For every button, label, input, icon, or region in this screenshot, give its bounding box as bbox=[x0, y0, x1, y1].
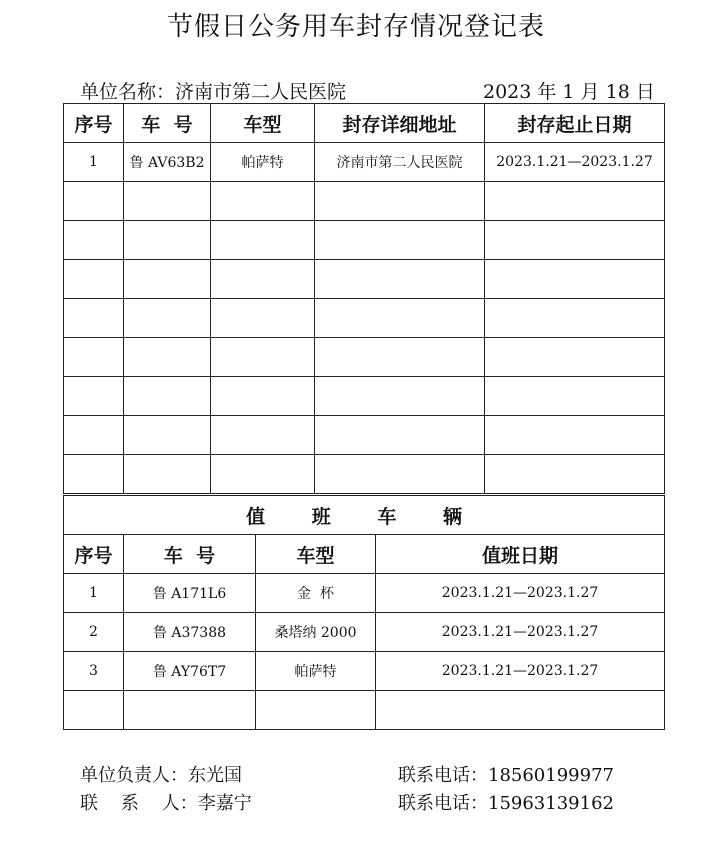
header-plate: 车 号 bbox=[124, 535, 256, 574]
header-duty-date: 值班日期 bbox=[376, 535, 665, 574]
cell-index bbox=[64, 182, 124, 221]
contact-person: 联 系 人：李嘉宁 bbox=[80, 793, 252, 814]
responsible-phone: 联系电话：18560199977 bbox=[398, 765, 614, 786]
cell-period bbox=[485, 182, 665, 221]
cell-duty-date: 2023.1.21—2023.1.27 bbox=[376, 574, 665, 613]
cell-model bbox=[211, 416, 315, 455]
cell-period bbox=[485, 338, 665, 377]
cell-index bbox=[64, 416, 124, 455]
cell-index: 1 bbox=[64, 143, 124, 182]
cell-model bbox=[211, 338, 315, 377]
duty-vehicles-table bbox=[63, 495, 665, 730]
table-header-row bbox=[64, 104, 665, 143]
cell-model bbox=[256, 691, 376, 730]
header-period: 封存起止日期 bbox=[485, 104, 665, 143]
table-header-row bbox=[64, 535, 665, 574]
header-address: 封存详细地址 bbox=[315, 104, 485, 143]
cell-plate: 鲁 AY76T7 bbox=[124, 652, 256, 691]
cell-index bbox=[64, 455, 124, 494]
table-row bbox=[64, 613, 665, 652]
cell-address bbox=[315, 338, 485, 377]
cell-index bbox=[64, 338, 124, 377]
cell-period bbox=[485, 299, 665, 338]
page-title: 节假日公务用车封存情况登记表 bbox=[166, 12, 545, 42]
cell-model: 帕萨特 bbox=[211, 143, 315, 182]
cell-model bbox=[211, 299, 315, 338]
cell-address bbox=[315, 455, 485, 494]
cell-period bbox=[485, 455, 665, 494]
cell-period bbox=[485, 377, 665, 416]
table-row bbox=[64, 221, 665, 260]
cell-plate: 鲁 A37388 bbox=[124, 613, 256, 652]
cell-period bbox=[485, 221, 665, 260]
cell-plate: 鲁 A171L6 bbox=[124, 574, 256, 613]
header-model: 车型 bbox=[256, 535, 376, 574]
cell-model bbox=[211, 260, 315, 299]
cell-address bbox=[315, 416, 485, 455]
cell-index: 3 bbox=[64, 652, 124, 691]
cell-index bbox=[64, 260, 124, 299]
table-row bbox=[64, 416, 665, 455]
cell-address bbox=[315, 377, 485, 416]
cell-duty-date: 2023.1.21—2023.1.27 bbox=[376, 652, 665, 691]
header-index: 序号 bbox=[64, 104, 124, 143]
cell-duty-date bbox=[376, 691, 665, 730]
cell-address bbox=[315, 221, 485, 260]
cell-plate bbox=[124, 182, 211, 221]
cell-model: 桑塔纳 2000 bbox=[256, 613, 376, 652]
duty-section-title: 值 班 车 辆 bbox=[64, 496, 665, 535]
table-row bbox=[64, 260, 665, 299]
cell-duty-date: 2023.1.21—2023.1.27 bbox=[376, 613, 665, 652]
responsible-person: 单位负责人：东光国 bbox=[80, 765, 242, 786]
cell-model: 金 杯 bbox=[256, 574, 376, 613]
table-row bbox=[64, 182, 665, 221]
sealed-vehicles-table bbox=[63, 103, 665, 494]
cell-plate bbox=[124, 691, 256, 730]
table-row bbox=[64, 691, 665, 730]
cell-model bbox=[211, 182, 315, 221]
unit-name: 单位名称：济南市第二人民医院 bbox=[80, 81, 347, 103]
cell-model bbox=[211, 221, 315, 260]
table-row bbox=[64, 299, 665, 338]
cell-plate bbox=[124, 299, 211, 338]
cell-plate bbox=[124, 221, 211, 260]
table-row bbox=[64, 338, 665, 377]
table-row bbox=[64, 574, 665, 613]
cell-address bbox=[315, 299, 485, 338]
cell-plate bbox=[124, 455, 211, 494]
cell-model: 帕萨特 bbox=[256, 652, 376, 691]
cell-address: 济南市第二人民医院 bbox=[315, 143, 485, 182]
table-row bbox=[64, 377, 665, 416]
header-index: 序号 bbox=[64, 535, 124, 574]
cell-index: 2 bbox=[64, 613, 124, 652]
cell-index bbox=[64, 221, 124, 260]
report-date: 2023 年 1 月 18 日 bbox=[483, 81, 655, 103]
cell-index: 1 bbox=[64, 574, 124, 613]
cell-index bbox=[64, 691, 124, 730]
table-row bbox=[64, 652, 665, 691]
cell-period bbox=[485, 260, 665, 299]
cell-index bbox=[64, 299, 124, 338]
table-row bbox=[64, 143, 665, 182]
cell-plate bbox=[124, 377, 211, 416]
cell-period: 2023.1.21—2023.1.27 bbox=[485, 143, 665, 182]
cell-plate: 鲁 AV63B2 bbox=[124, 143, 211, 182]
cell-model bbox=[211, 455, 315, 494]
cell-address bbox=[315, 260, 485, 299]
header-plate: 车 号 bbox=[124, 104, 211, 143]
cell-address bbox=[315, 182, 485, 221]
header-model: 车型 bbox=[211, 104, 315, 143]
cell-plate bbox=[124, 260, 211, 299]
cell-index bbox=[64, 377, 124, 416]
cell-plate bbox=[124, 338, 211, 377]
cell-period bbox=[485, 416, 665, 455]
cell-plate bbox=[124, 416, 211, 455]
contact-phone: 联系电话：15963139162 bbox=[398, 793, 614, 814]
cell-model bbox=[211, 377, 315, 416]
table-row bbox=[64, 455, 665, 494]
